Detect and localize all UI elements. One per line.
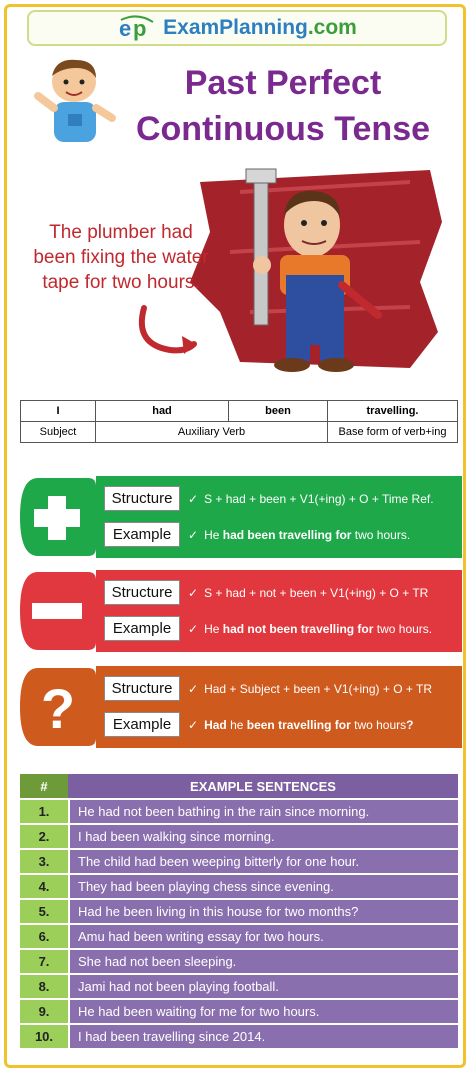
svg-text:e: e bbox=[119, 16, 132, 41]
row-number: 9. bbox=[20, 1000, 68, 1023]
table-row bbox=[20, 975, 458, 998]
sentence-text: Had he been living in this house for two months? bbox=[68, 900, 458, 923]
table-row bbox=[20, 925, 458, 948]
sentence-text: She had not been sleeping. bbox=[68, 950, 458, 973]
check-icon: ✓ bbox=[188, 492, 199, 506]
row-number: 8. bbox=[20, 975, 68, 998]
sentence-text: Jami had not been playing football. bbox=[68, 975, 458, 998]
tense-breakdown-table bbox=[20, 400, 458, 443]
table-row bbox=[20, 800, 458, 823]
question-icon bbox=[18, 666, 98, 748]
example-sentences-table bbox=[20, 772, 458, 1050]
negative-panel bbox=[18, 570, 462, 652]
check-icon: ✓ bbox=[188, 586, 199, 600]
example-label: Example bbox=[104, 712, 180, 737]
table-header-row bbox=[20, 774, 458, 798]
brand-name: ExamPlanning.com bbox=[163, 16, 357, 39]
row-number: 4. bbox=[20, 875, 68, 898]
sentences-column-header: EXAMPLE SENTENCES bbox=[68, 774, 458, 798]
question-panel bbox=[18, 666, 462, 748]
negative-structure-box bbox=[96, 570, 462, 652]
illustration-caption: The plumber had been fixing the water tape for two hours. bbox=[33, 222, 209, 293]
table-row bbox=[20, 1000, 458, 1023]
plumber-illustration-icon bbox=[232, 165, 382, 375]
table-row bbox=[20, 900, 458, 923]
title-line-1: Past Perfect bbox=[184, 64, 382, 102]
question-structure-box bbox=[96, 666, 462, 748]
structure-label: Structure bbox=[104, 580, 180, 605]
row-number: 5. bbox=[20, 900, 68, 923]
positive-example-text: ✓ He had been travelling for two hours. bbox=[188, 528, 411, 542]
row-number: 6. bbox=[20, 925, 68, 948]
table-row bbox=[20, 875, 458, 898]
exam-planning-logo-icon bbox=[117, 14, 157, 42]
sentence-text: The child had been weeping bitterly for one hour. bbox=[68, 850, 458, 873]
word-cell: had bbox=[96, 401, 229, 422]
row-number: 1. bbox=[20, 800, 68, 823]
row-number: 10. bbox=[20, 1025, 68, 1048]
negative-structure-text: ✓ S + had + not + been + V1(+ing) + O + TR bbox=[188, 586, 429, 600]
structure-label: Structure bbox=[104, 486, 180, 511]
positive-structure-box bbox=[96, 476, 462, 558]
question-example-text: ✓ Had he been travelling for two hours? bbox=[188, 718, 414, 732]
label-cell: Base form of verb+ing bbox=[328, 422, 458, 443]
title-line-2: Continuous Tense bbox=[135, 110, 431, 148]
question-structure-text: ✓ Had + Subject + been + V1(+ing) + O + TR bbox=[188, 682, 432, 696]
plus-icon bbox=[18, 476, 98, 558]
word-cell: travelling. bbox=[328, 401, 458, 422]
brand-header[interactable] bbox=[27, 10, 447, 46]
sentence-text: I had been travelling since 2014. bbox=[68, 1025, 458, 1048]
minus-icon bbox=[18, 570, 98, 652]
table-row bbox=[20, 950, 458, 973]
sentence-text: He had been waiting for me for two hours. bbox=[68, 1000, 458, 1023]
page-title bbox=[118, 60, 448, 152]
table-row bbox=[21, 401, 458, 422]
svg-text:?: ? bbox=[40, 677, 76, 740]
number-column-header: # bbox=[20, 774, 68, 798]
row-number: 3. bbox=[20, 850, 68, 873]
word-cell: been bbox=[229, 401, 328, 422]
structure-label: Structure bbox=[104, 676, 180, 701]
table-row bbox=[20, 1025, 458, 1048]
positive-panel bbox=[18, 476, 462, 558]
check-icon: ✓ bbox=[188, 622, 199, 636]
curved-arrow-icon bbox=[130, 300, 200, 360]
row-number: 7. bbox=[20, 950, 68, 973]
svg-text:p: p bbox=[133, 16, 147, 41]
sentence-text: I had been walking since morning. bbox=[68, 825, 458, 848]
label-cell: Subject bbox=[21, 422, 96, 443]
row-number: 2. bbox=[20, 825, 68, 848]
check-icon: ✓ bbox=[188, 718, 199, 732]
example-label: Example bbox=[104, 522, 180, 547]
sentence-text: He had not been bathing in the rain since morning. bbox=[68, 800, 458, 823]
word-cell: I bbox=[21, 401, 96, 422]
sentence-text: Amu had been writing essay for two hours. bbox=[68, 925, 458, 948]
boy-mascot-icon bbox=[32, 56, 122, 156]
table-row bbox=[20, 825, 458, 848]
negative-example-text: ✓ He had not been travelling for two hours. bbox=[188, 622, 433, 636]
check-icon: ✓ bbox=[188, 528, 199, 542]
label-cell: Auxiliary Verb bbox=[96, 422, 328, 443]
positive-structure-text: ✓ S + had + been + V1(+ing) + O + Time Ref. bbox=[188, 492, 434, 506]
table-row bbox=[21, 422, 458, 443]
check-icon: ✓ bbox=[188, 682, 199, 696]
table-row bbox=[20, 850, 458, 873]
example-label: Example bbox=[104, 616, 180, 641]
sentence-text: They had been playing chess since evening. bbox=[68, 875, 458, 898]
